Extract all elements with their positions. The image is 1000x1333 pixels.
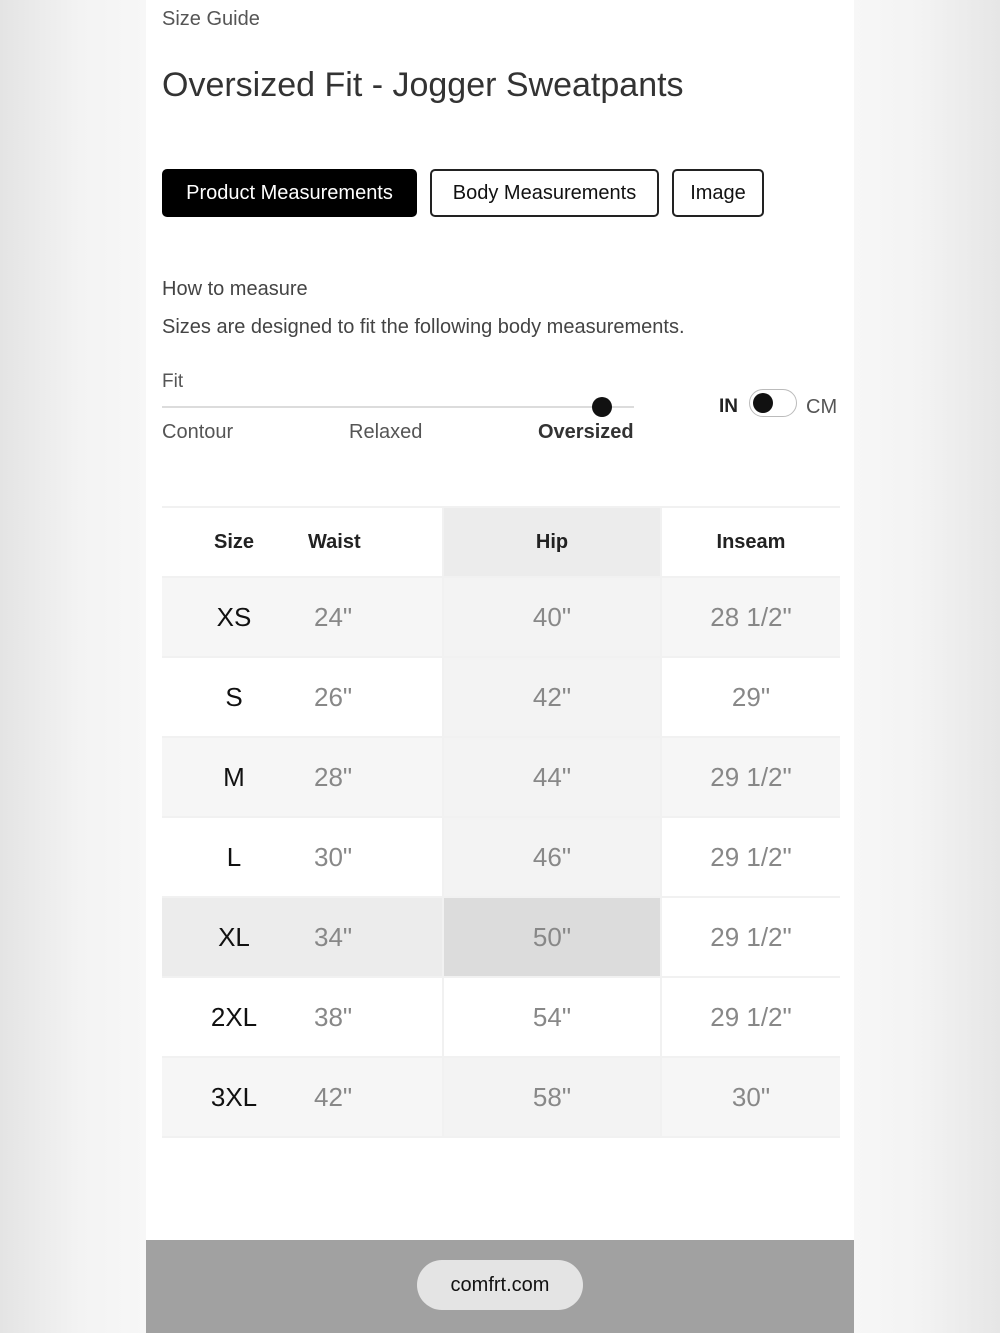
cell-size: M	[223, 761, 245, 792]
cell-hip: 42"	[444, 658, 662, 736]
sheet-eyebrow: Size Guide	[162, 8, 260, 30]
cell-hip: 46"	[444, 818, 662, 896]
cell-hip: 54"	[444, 978, 662, 1056]
cell-waist: 30"	[306, 818, 444, 896]
header-size: Size	[213, 530, 255, 553]
url-bar[interactable]: comfrt.com	[417, 1260, 583, 1310]
header-inseam: Inseam	[716, 530, 786, 553]
measurement-tabs	[162, 169, 777, 217]
table-row	[162, 978, 840, 1058]
unit-label-in[interactable]: IN	[719, 396, 738, 417]
cell-waist: 42"	[306, 1058, 444, 1136]
table-row	[162, 578, 840, 658]
table-row	[162, 658, 840, 738]
fit-slider-handle[interactable]	[592, 397, 612, 417]
cell-inseam: 29 1/2"	[710, 1001, 792, 1032]
browser-bottom-bar	[146, 1240, 854, 1333]
how-to-measure-heading: How to measure	[162, 278, 308, 300]
table-row-highlighted	[162, 898, 840, 978]
cell-waist: 26"	[306, 658, 444, 736]
table-row	[162, 818, 840, 898]
cell-inseam: 28 1/2"	[710, 601, 792, 632]
cell-size: 2XL	[210, 1001, 258, 1032]
size-guide-sheet	[146, 0, 854, 1240]
cell-waist: 24"	[306, 578, 444, 656]
toggle-knob	[753, 393, 773, 413]
fit-label: Fit	[162, 371, 184, 392]
cell-size: XS	[216, 601, 252, 632]
size-table	[162, 506, 840, 1138]
unit-toggle[interactable]	[749, 389, 797, 417]
cell-size: L	[226, 841, 242, 872]
cell-inseam: 30"	[731, 1081, 771, 1112]
tab-body-measurements[interactable]: Body Measurements	[430, 169, 659, 217]
header-hip: Hip	[444, 508, 662, 576]
fit-option-contour[interactable]: Contour	[162, 421, 234, 443]
tab-image[interactable]: Image	[672, 169, 764, 217]
cell-waist: 34"	[306, 898, 444, 976]
table-header-row	[162, 508, 840, 578]
tab-product-measurements[interactable]: Product Measurements	[162, 169, 417, 217]
cell-hip: 40"	[444, 578, 662, 656]
table-row	[162, 1058, 840, 1138]
cell-inseam: 29"	[731, 681, 771, 712]
cell-waist: 28"	[306, 738, 444, 816]
fit-option-oversized[interactable]: Oversized	[538, 421, 634, 443]
fit-slider-track[interactable]	[162, 406, 634, 408]
cell-hip: 58"	[444, 1058, 662, 1136]
table-row	[162, 738, 840, 818]
cell-inseam: 29 1/2"	[662, 898, 840, 976]
measurement-description: Sizes are designed to fit the following body measurements.	[162, 316, 685, 338]
unit-label-cm[interactable]: CM	[806, 396, 838, 418]
cell-hip: 44"	[444, 738, 662, 816]
fit-option-relaxed[interactable]: Relaxed	[349, 421, 423, 443]
cell-waist: 38"	[306, 978, 444, 1056]
page-title: Oversized Fit - Jogger Sweatpants	[162, 66, 684, 104]
cell-size: 3XL	[210, 1081, 258, 1112]
cell-inseam: 29 1/2"	[710, 841, 792, 872]
cell-size: XL	[218, 921, 250, 952]
cell-hip: 50"	[444, 898, 662, 976]
header-waist-label: Waist	[308, 530, 361, 553]
cell-inseam: 29 1/2"	[710, 761, 792, 792]
header-waist	[306, 508, 444, 576]
cell-size: S	[225, 681, 243, 712]
